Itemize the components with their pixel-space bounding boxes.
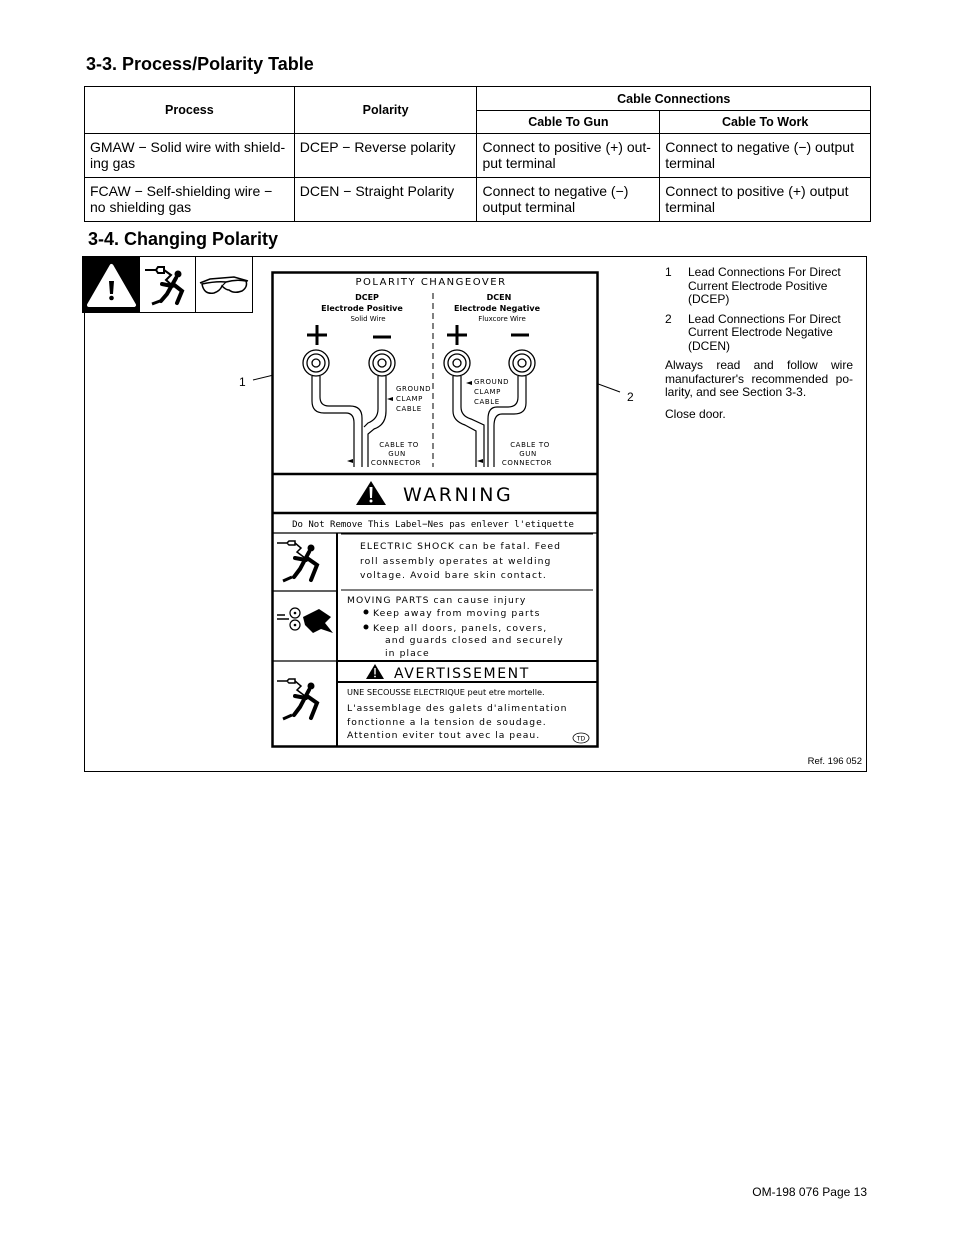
cell-work: Connect to positive (+) output terminal [660,178,871,222]
header-cable-connections: Cable Connections [477,87,871,111]
dcen-subheading: Electrode Negative [453,304,541,313]
page-footer: OM-198 076 Page 13 [752,1185,867,1199]
polarity-changeover-label [271,271,599,748]
header-cable-to-gun: Cable To Gun [477,111,660,134]
cell-process: FCAW − Self-shielding wire − no shielding gas [85,178,295,222]
label-title: POLARITY CHANGEOVER [355,277,507,288]
french-text: L'assemblage des galets d'alimentation [347,703,568,714]
hazard-text-en [360,541,561,581]
dcep-heading: DCEP [355,293,379,302]
figure-notes [665,266,853,429]
cell-polarity: DCEP − Reverse polarity [294,134,477,178]
header-cable-to-work: Cable To Work [660,111,871,134]
warning-heading: WARNING [403,484,514,506]
cell-gun: Connect to negative (−) output terminal [477,178,660,222]
dcep-wire: Solid Wire [350,315,386,323]
gun-text: CABLE TO [379,441,419,449]
gun-text: CONNECTOR [370,459,422,467]
french-text: UNE SECOUSSE ELECTRIQUE peut etre mortelle. [347,687,545,697]
dcep-subheading: Electrode Positive [321,304,403,313]
gun-text: CONNECTOR [501,459,553,467]
french-text: fonctionne a la tension de soudage. [347,717,547,728]
cell-process: GMAW − Solid wire with shield-ing gas [85,134,295,178]
bullet [364,625,369,630]
moving-parts-text: Keep away from moving parts [373,608,541,619]
dcen-heading: DCEN [486,293,512,302]
avertissement-heading: AVERTISSEMENT [394,666,530,682]
shock-text: voltage. Avoid bare skin contact. [360,570,547,581]
do-not-remove-text: Do Not Remove This Label−Nes pas enlever l'etiquette [292,520,574,530]
cell-work: Connect to negative (−) output terminal [660,134,871,178]
french-text: Attention eviter tout avec la peau. [347,730,541,741]
header-polarity: Polarity [294,87,477,134]
callout-2: 2 [627,390,634,404]
moving-parts-text: MOVING PARTS can cause injury [347,595,527,606]
ground-text: CLAMP [396,395,423,403]
shock-text: roll assembly operates at welding [360,556,552,567]
note-paragraph: Close door. [665,406,726,421]
shock-text: ELECTRIC SHOCK can be fatal. Feed [360,541,562,552]
dcen-wire: Fluxcore Wire [478,315,526,323]
bullet [364,610,369,615]
cell-polarity: DCEN − Straight Polarity [294,178,477,222]
moving-parts-text: Keep all doors, panels, covers, [373,623,548,634]
gun-text: GUN [519,450,537,458]
list-item: 1 Lead Connections For Direct Current Electrode Positive (DCEP) [665,265,841,306]
cell-gun: Connect to positive (+) out-put terminal [477,134,660,178]
header-process: Process [85,87,295,134]
ground-text: CABLE [474,398,500,406]
svg-text:TD: TD [576,735,586,743]
moving-parts-text: in place [385,648,430,659]
callout-1: 1 [239,375,246,389]
ground-text: GROUND [396,385,432,393]
ground-text: CLAMP [474,388,501,396]
ground-text: GROUND [474,378,510,386]
section-title-process-polarity: 3-3. Process/Polarity Table [86,54,314,74]
list-item: 2 Lead Connections For Direct Current Electrode Negative (DCEN) [665,311,841,353]
gun-text: GUN [388,450,406,458]
moving-parts-text: and guards closed and securely [385,635,564,646]
note-paragraph: Always read and follow wire manufacturer's recommended po-larity, and see Section 3-3. [665,358,853,399]
section-title-changing-polarity: 3-4. Changing Polarity [88,229,279,249]
gun-text: CABLE TO [510,441,550,449]
ground-text: CABLE [396,405,422,413]
reference-number: Ref. 196 052 [807,756,862,767]
